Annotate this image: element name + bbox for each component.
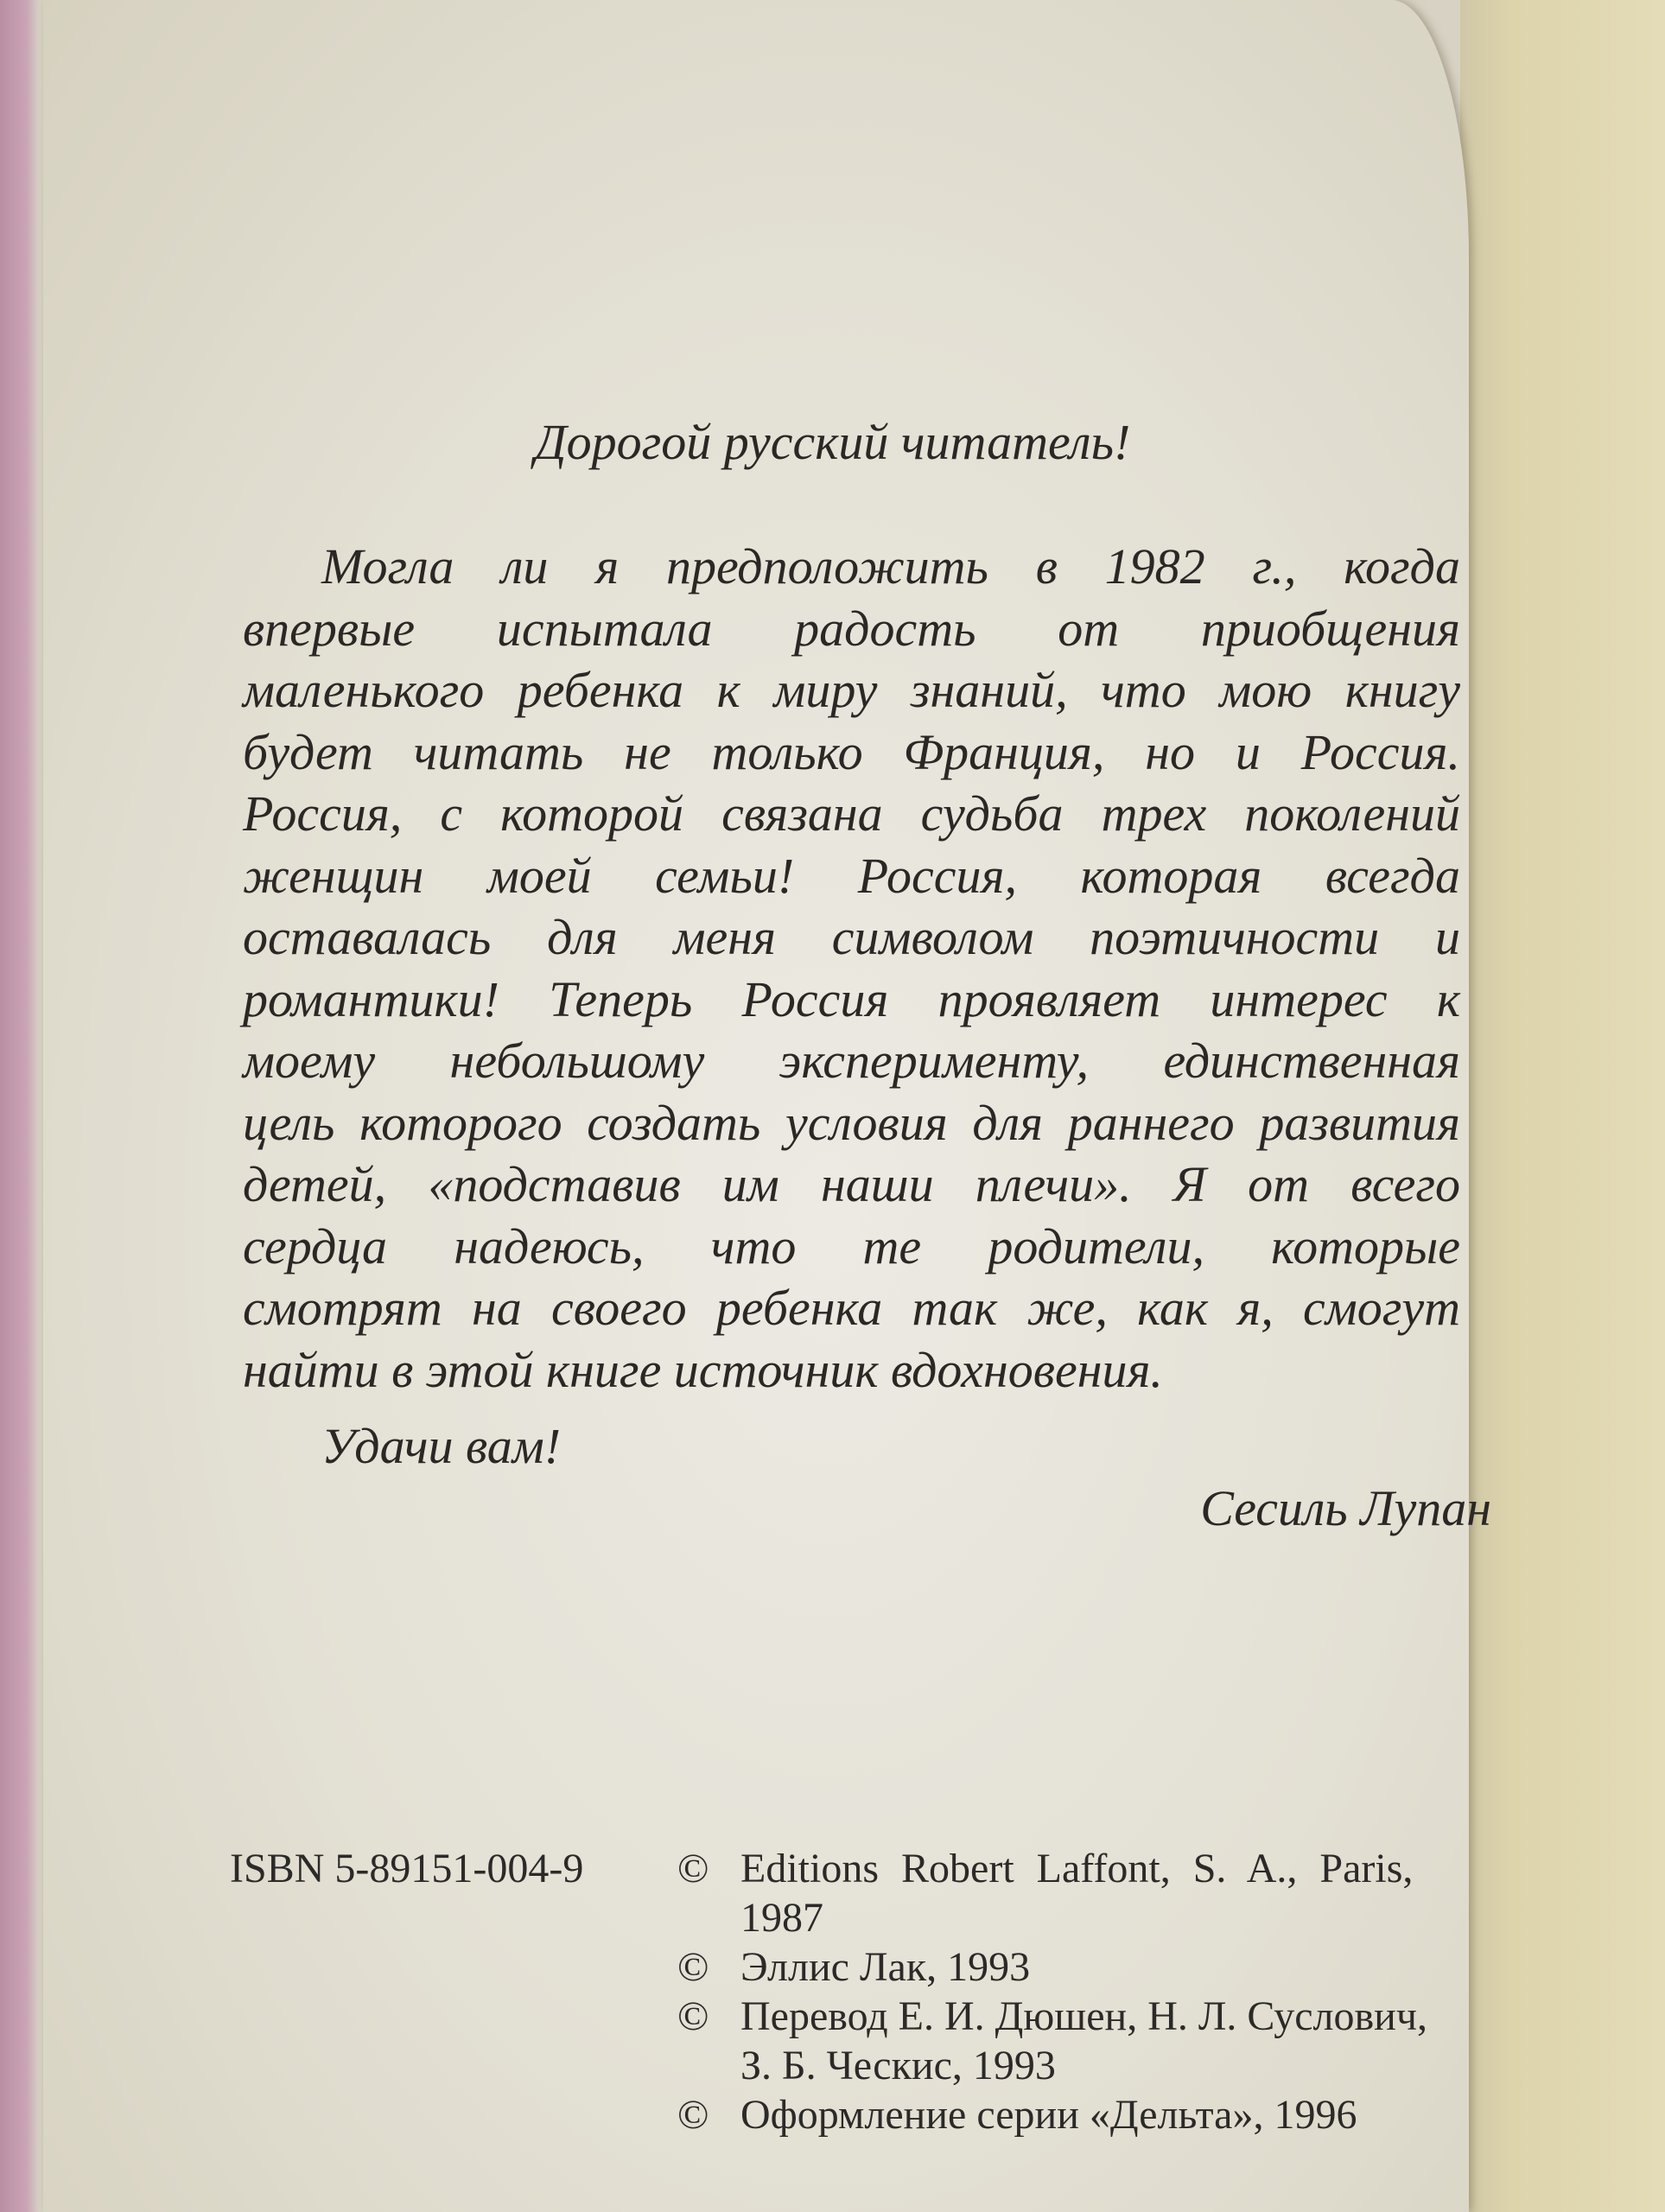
copyright-entry: © Оформление серии «Дельта», 1996 — [677, 2092, 1357, 2138]
copyright-icon: © — [677, 1846, 709, 1891]
copyright-icon: © — [677, 2092, 709, 2138]
copyright-entry: © Эллис Лак, 1993 — [677, 1944, 1031, 1990]
letter-line: цель которого создать условия для раннего развития — [243, 1094, 1460, 1151]
copyright-icon: © — [677, 1993, 709, 2039]
letter-signature: Сесиль Лупан — [1200, 1480, 1491, 1536]
letter-line: Россия, с которой связана судьба трех поколений — [243, 785, 1460, 842]
copyright-entry-continued: 1987 — [740, 1895, 823, 1941]
letter-line: оставалась для меня символом поэтичности и — [243, 909, 1460, 965]
letter-line: маленького ребенка к миру знаний, что мою книгу — [243, 662, 1460, 718]
copyright-entry: © Перевод Е. И. Дюшен, Н. Л. Суслович, — [677, 1993, 1427, 2039]
copyright-entry: © Editions Robert Laffont, S. A., Paris, — [677, 1846, 1414, 1891]
letter-line: впервые испытала радость от приобщения — [243, 600, 1460, 657]
letter-body — [243, 536, 1460, 1401]
letter-line: детей, «подставив им наши плечи». Я от всего — [243, 1156, 1460, 1212]
letter-line: сердца надеюсь, что те родители, которые — [243, 1217, 1460, 1274]
copyright-icon: © — [677, 1944, 709, 1990]
isbn: ISBN 5-89151-004-9 — [230, 1846, 584, 1891]
letter-line: смотрят на своего ребенка так же, как я, смогут — [243, 1280, 1460, 1336]
letter-closing: Удачи вам! — [321, 1418, 562, 1474]
background-surface — [1460, 0, 1665, 2212]
letter-line: будет читать не только Франция, но и Россия. — [243, 723, 1460, 780]
letter-title: Дорогой русский читатель! — [534, 414, 1131, 470]
letter-line: найти в этой книге источник вдохновения. — [243, 1341, 1163, 1398]
letter-line: Могла ли я предположить в 1982 г., когда — [321, 538, 1460, 594]
letter-line: романтики! Теперь Россия проявляет интерес к — [243, 970, 1460, 1027]
letter-line: женщин моей семьи! Россия, которая всегда — [243, 847, 1460, 904]
letter-line: моему небольшому эксперименту, единственная — [243, 1033, 1460, 1089]
copyright-entry-continued: З. Б. Ческис, 1993 — [740, 2043, 1056, 2088]
